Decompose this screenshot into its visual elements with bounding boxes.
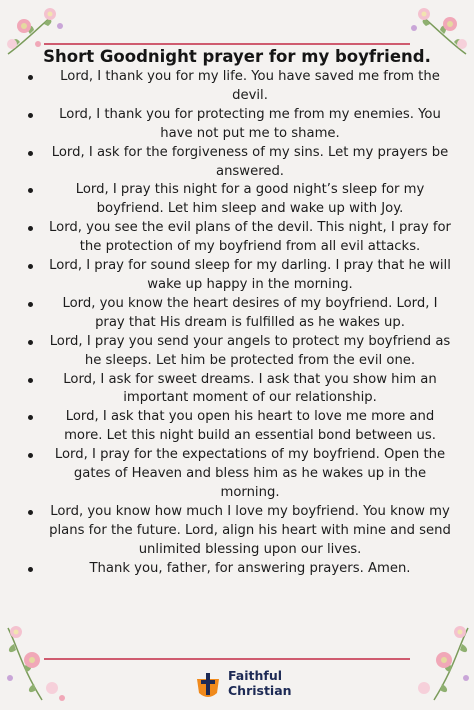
list-item	[22, 68, 452, 106]
cross-logo-icon	[193, 671, 223, 701]
brand-line-2: Christian	[228, 683, 292, 698]
list-item	[22, 333, 452, 371]
floral-corner-bottom-right-icon	[396, 618, 474, 706]
prayer-text: Lord, I pray you send your angels to protect my boyfriend as he sleeps. Let him be protected from the evil one.	[49, 333, 451, 368]
list-item	[22, 560, 452, 579]
bullet-icon	[28, 510, 33, 515]
list-item	[22, 503, 452, 560]
prayer-text: Lord, you know how much I love my boyfriend. You know my plans for the future. Lord, align his heart with mine and send unlimited blessing upon our lives.	[49, 503, 451, 557]
brand-name	[228, 668, 292, 698]
bullet-icon	[28, 264, 33, 269]
list-item	[22, 257, 452, 295]
bullet-icon	[28, 188, 33, 193]
bottom-divider	[44, 658, 410, 660]
bullet-icon	[28, 113, 33, 118]
list-item	[22, 106, 452, 144]
bullet-icon	[28, 340, 33, 345]
brand-line-1: Faithful	[228, 668, 283, 683]
prayer-text: Lord, I pray for the expectations of my boyfriend. Open the gates of Heaven and bless him as he wakes up in the morning.	[54, 447, 446, 500]
floral-corner-bottom-left-icon	[2, 618, 80, 706]
bullet-icon	[28, 567, 33, 572]
bullet-icon	[28, 302, 33, 307]
bullet-icon	[28, 226, 33, 231]
prayer-text: Lord, I thank you for my life. You have saved me from the devil.	[60, 69, 440, 103]
prayer-list	[22, 68, 452, 578]
bullet-icon	[28, 453, 33, 458]
prayer-text: Lord, I ask for sweet dreams. I ask that you show him an important moment of our relationship.	[63, 371, 437, 406]
bullet-icon	[28, 75, 33, 80]
prayer-text: Lord, you know the heart desires of my boyfriend. Lord, I pray that His dream is fulfilled as he wakes up.	[62, 295, 438, 330]
list-item	[22, 181, 452, 219]
prayer-text: Lord, I ask for the forgiveness of my sins. Let my prayers be answered.	[51, 144, 449, 179]
bullet-icon	[28, 151, 33, 156]
list-item	[22, 446, 452, 503]
prayer-text: Lord, I ask that you open his heart to love me more and more. Let this night build an essential bond between us.	[64, 409, 436, 444]
prayer-text: Lord, I thank you for protecting me from my enemies. You have not put me to shame.	[59, 106, 441, 141]
bullet-icon	[28, 415, 33, 420]
prayer-text: Thank you, father, for answering prayers. Amen.	[89, 560, 411, 576]
list-item	[22, 371, 452, 409]
prayer-text: Lord, I pray for sound sleep for my darling. I pray that he will wake up happy in the morning.	[49, 258, 451, 292]
prayer-text: Lord, you see the evil plans of the devil. This night, I pray for the protection of my boyfriend from all evil attacks.	[49, 220, 451, 255]
brand-logo	[193, 668, 303, 702]
list-item	[22, 144, 452, 182]
page-title: Short Goodnight prayer for my boyfriend.	[43, 47, 431, 66]
bullet-icon	[28, 378, 33, 383]
list-item	[22, 408, 452, 446]
list-item	[22, 295, 452, 333]
top-divider	[44, 43, 410, 45]
list-item	[22, 219, 452, 257]
prayer-text: Lord, I pray this night for a good night’s sleep for my boyfriend. Let him sleep and wake up with Joy.	[75, 182, 425, 217]
